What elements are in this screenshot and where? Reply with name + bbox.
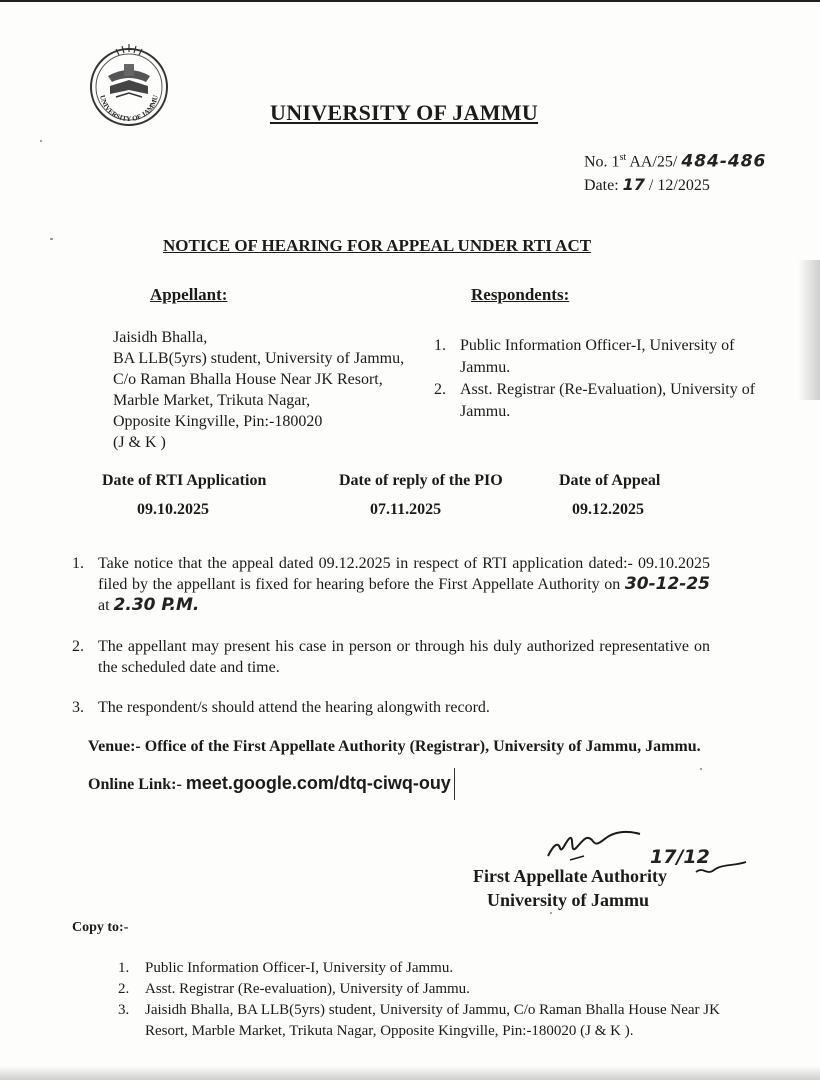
notice-paragraph-2: [72, 636, 712, 678]
list-item: [118, 958, 755, 979]
handwritten-date-day: 17: [622, 175, 645, 195]
list-text: Asst. Registrar (Re-Evaluation), University of Jammu.: [460, 381, 756, 420]
appellant-line: Jaisidh Bhalla,: [113, 329, 208, 346]
scan-shadow-bottom: [0, 1066, 820, 1080]
signatory-title: [473, 864, 667, 912]
respondents-heading: Respondents:: [471, 285, 570, 304]
notice-paragraph-1: [72, 553, 712, 616]
appellant-line: C/o Raman Bhalla House Near JK Resort,: [113, 371, 383, 388]
text-cursor: [454, 768, 455, 800]
venue-line: Venue:- Office of the First Appellate Authority (Registrar), University of Jammu, Jammu.: [88, 738, 701, 755]
handwritten-signature-date: 17/12: [650, 846, 710, 868]
list-item: [434, 335, 760, 379]
list-item: [434, 379, 760, 423]
scan-speck: [550, 912, 552, 914]
date-label: Date:: [584, 177, 623, 195]
online-link-label: Online Link:-: [88, 776, 186, 793]
list-number: 1.: [118, 960, 130, 976]
online-link-line: [88, 773, 451, 794]
notice-paragraph-3: [72, 697, 712, 718]
list-number: 2.: [434, 381, 446, 398]
paragraph-text: The appellant may present his case in person or through his duly authorized representative on the scheduled date and time.: [98, 638, 710, 676]
paragraph-number: 1.: [72, 555, 84, 572]
ref-code: AA/25/: [626, 153, 682, 171]
list-text: Asst. Registrar (Re-evaluation), University of Jammu.: [145, 981, 470, 997]
scan-shadow: [798, 260, 820, 400]
appellant-line: BA LLB(5yrs) student, University of Jammu,: [113, 350, 405, 367]
list-text: Public Information Officer-I, University of Jammu.: [460, 337, 735, 376]
university-title: UNIVERSITY OF JAMMU: [270, 100, 539, 125]
respondents-list: [434, 335, 760, 423]
university-seal-logo: [86, 42, 172, 128]
appellant-address: [113, 327, 404, 453]
at-word: at: [98, 597, 114, 614]
reference-number: [584, 146, 766, 173]
date-rti-label: Date of RTI Application: [102, 472, 267, 489]
date-pio-label: Date of reply of the PIO: [339, 472, 503, 489]
handwritten-ref-number: 484-486: [681, 151, 767, 172]
copy-to-list: [118, 958, 755, 1042]
date-rest: / 12/2025: [644, 177, 710, 195]
signatory-line-1: First Appellate Authority: [473, 866, 667, 886]
list-text: Public Information Officer-I, University of Jammu.: [145, 960, 454, 976]
ref-prefix: No. 1: [584, 153, 620, 171]
paragraph-body: Take notice that the appeal dated 09.12.2025 in respect of RTI application dated:- 09.10.2025 filed by the appellant is fixed for hearing before the First Appellate Authority on: [98, 555, 710, 593]
date-appeal-value: 09.12.2025: [572, 501, 644, 518]
handwritten-hearing-time: 2.30 P.M.: [113, 595, 200, 615]
list-text: Jaisidh Bhalla, BA LLB(5yrs) student, University of Jammu, C/o Raman Bhalla House Near JK Resort, Marble Market, Trikuta Nagar, Opposite Kingville, Pin:-180020 (J & K ).: [145, 1002, 720, 1039]
list-number: 3.: [118, 1002, 130, 1018]
appellant-line: Opposite Kingville, Pin:-180020: [113, 413, 323, 430]
appellant-line: Marble Market, Trikuta Nagar,: [113, 392, 311, 409]
list-item: [118, 1000, 755, 1042]
list-item: [118, 979, 755, 1000]
scan-speck: [50, 238, 53, 240]
reference-date: [584, 173, 766, 197]
ref-sup: st: [619, 152, 627, 163]
seal-text: UNIVERSITY OF JAMMU: [98, 94, 160, 124]
signature-tail: [690, 856, 750, 880]
signatory-line-2: University of Jammu: [487, 890, 649, 910]
meeting-link[interactable]: meet.google.com/dtq-ciwq-ouy: [185, 773, 451, 793]
handwritten-hearing-date: 30-12-25: [624, 574, 710, 594]
scan-speck: [700, 768, 702, 770]
paragraph-text: The respondent/s should attend the hearing alongwith record.: [98, 699, 490, 716]
notice-title: NOTICE OF HEARING FOR APPEAL UNDER RTI ACT: [163, 236, 592, 255]
date-appeal-label: Date of Appeal: [559, 472, 661, 489]
paragraph-number: 3.: [72, 699, 84, 716]
date-pio-value: 07.11.2025: [370, 501, 442, 518]
appellant-line: (J & K ): [113, 434, 166, 451]
list-number: 2.: [118, 981, 130, 997]
date-rti-value: 09.10.2025: [137, 501, 209, 518]
appellant-heading: Appellant:: [150, 285, 228, 304]
paragraph-text: [98, 553, 710, 616]
list-number: 1.: [434, 337, 446, 354]
scan-speck: [40, 140, 42, 142]
reference-block: [584, 146, 766, 197]
scan-top-edge: [0, 0, 820, 2]
paragraph-number: 2.: [72, 638, 84, 655]
copy-to-heading: Copy to:-: [72, 920, 129, 935]
